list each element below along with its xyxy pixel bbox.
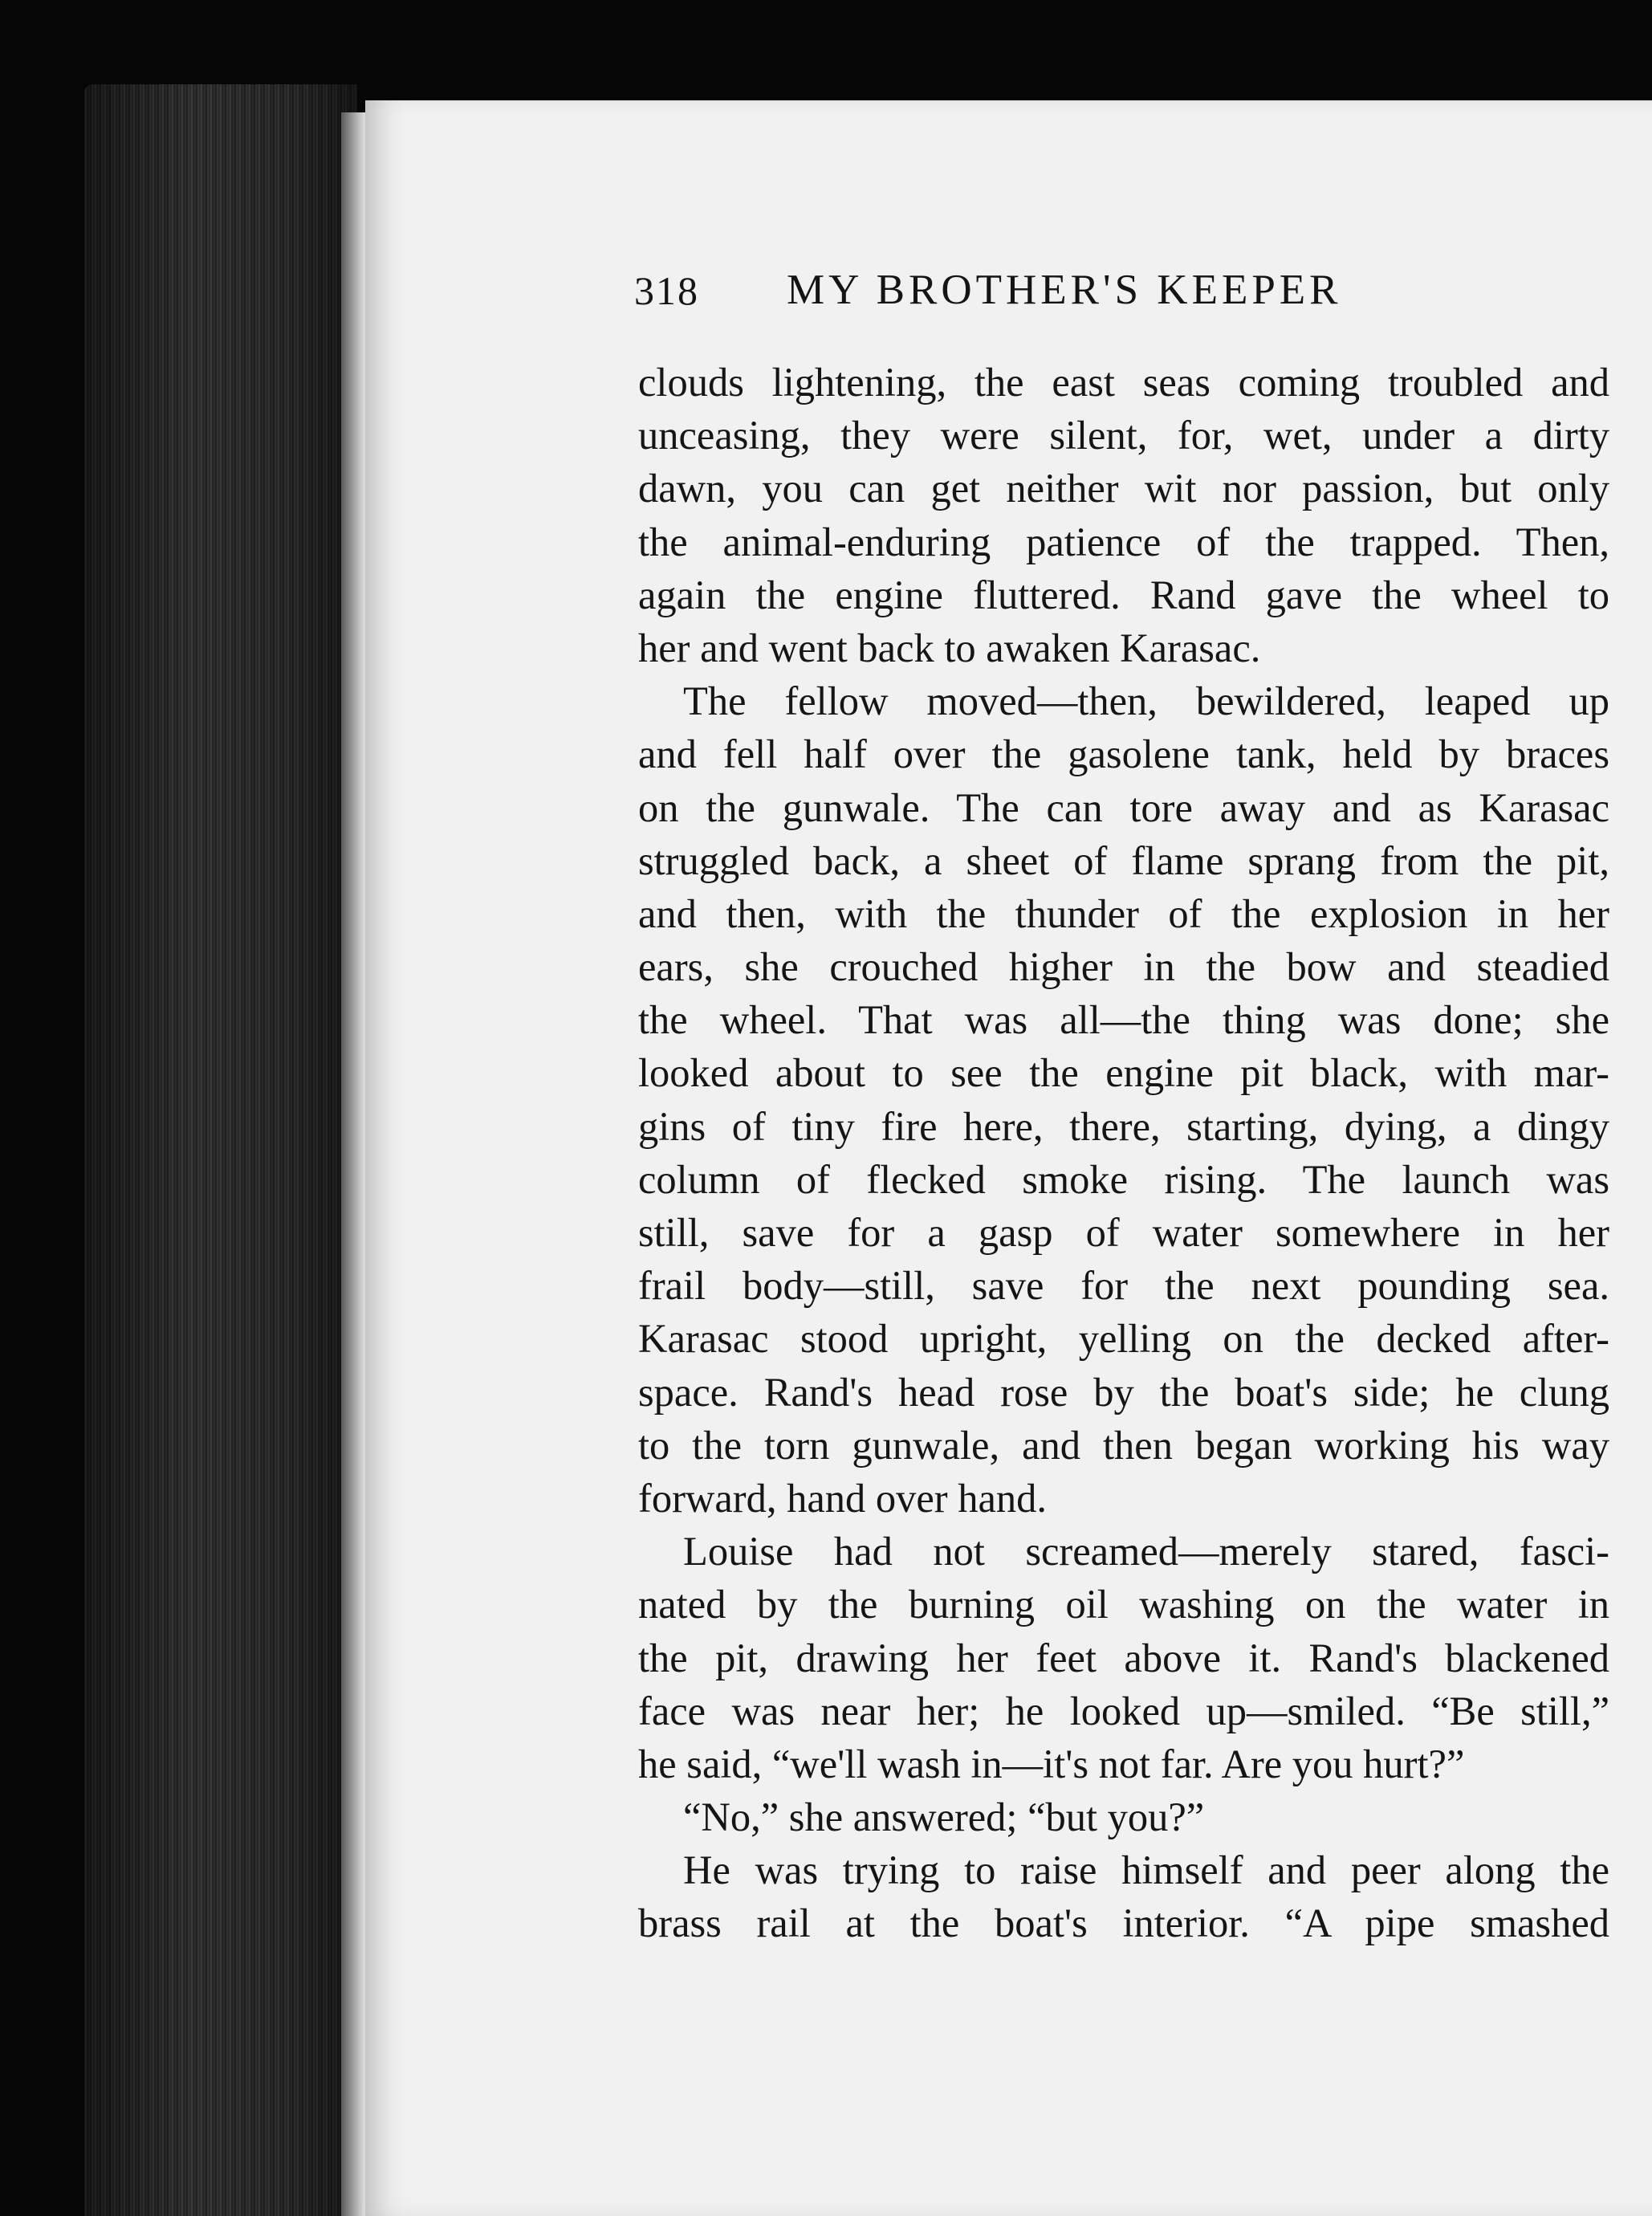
paragraph — [638, 356, 1609, 674]
text-line: ears, she crouched higher in the bow and steadied — [638, 944, 1609, 990]
paragraph — [638, 1843, 1609, 1949]
text-line: He was trying to raise himself and peer along the — [683, 1847, 1609, 1893]
text-line: clouds lightening, the east seas coming troubled and — [638, 360, 1609, 405]
text-line: face was near her; he looked up—smiled. “Be still,” — [638, 1688, 1609, 1733]
text-line: and fell half over the gasolene tank, held by braces — [638, 731, 1609, 777]
text-line: struggled back, a sheet of flame sprang from the pit, — [638, 837, 1609, 883]
text-line: he said, “we'll wash in—it's not far. Are you hurt?” — [638, 1741, 1465, 1786]
body-text — [638, 356, 1609, 1950]
text-line: and then, with the thunder of the explosion in her — [638, 890, 1609, 936]
text-line: brass rail at the boat's interior. “A pipe smashed — [638, 1900, 1609, 1946]
text-line: again the engine fluttered. Rand gave the wheel to — [638, 572, 1609, 617]
text-line: the wheel. That was all—the thing was done; she — [638, 997, 1609, 1043]
text-line: to the torn gunwale, and then began working his way — [638, 1422, 1609, 1468]
text-line: space. Rand's head rose by the boat's side; he clung — [638, 1369, 1609, 1415]
paragraph — [638, 1790, 1609, 1843]
book-title: MY BROTHER'S KEEPER — [787, 267, 1342, 313]
text-line: dawn, you can get neither wit nor passion, but only — [638, 466, 1609, 511]
text-line: The fellow moved—then, bewildered, leaped up — [683, 678, 1609, 724]
paragraph — [638, 1525, 1609, 1790]
text-line: nated by the burning oil washing on the water in — [638, 1582, 1609, 1627]
paragraph — [638, 674, 1609, 1525]
running-head — [634, 267, 1630, 324]
text-line: forward, hand over hand. — [638, 1475, 1048, 1521]
text-line: the animal-enduring patience of the trapped. Then, — [638, 519, 1609, 564]
text-line: Louise had not screamed—merely stared, fasci- — [683, 1529, 1609, 1574]
text-line: still, save for a gasp of water somewhere in her — [638, 1210, 1609, 1255]
text-line: looked about to see the engine pit black, with mar- — [638, 1050, 1609, 1096]
text-line: Karasac stood upright, yelling on the decked after- — [638, 1316, 1609, 1362]
text-line: the pit, drawing her feet above it. Rand's blackened — [638, 1635, 1609, 1680]
page-number: 318 — [634, 268, 699, 313]
book-page-edges — [84, 84, 357, 2216]
text-line: her and went back to awaken Karasac. — [638, 625, 1261, 670]
text-line: gins of tiny fire here, there, starting, dying, a dingy — [638, 1103, 1609, 1149]
book-page — [365, 100, 1652, 2216]
text-line: column of flecked smoke rising. The launch was — [638, 1156, 1609, 1202]
text-line: frail body—still, save for the next pounding sea. — [638, 1263, 1609, 1309]
text-line: unceasing, they were silent, for, wet, under a dirty — [638, 413, 1609, 458]
text-line: “No,” she answered; “but you?” — [683, 1794, 1205, 1840]
text-line: on the gunwale. The can tore away and as Karasac — [638, 784, 1609, 830]
